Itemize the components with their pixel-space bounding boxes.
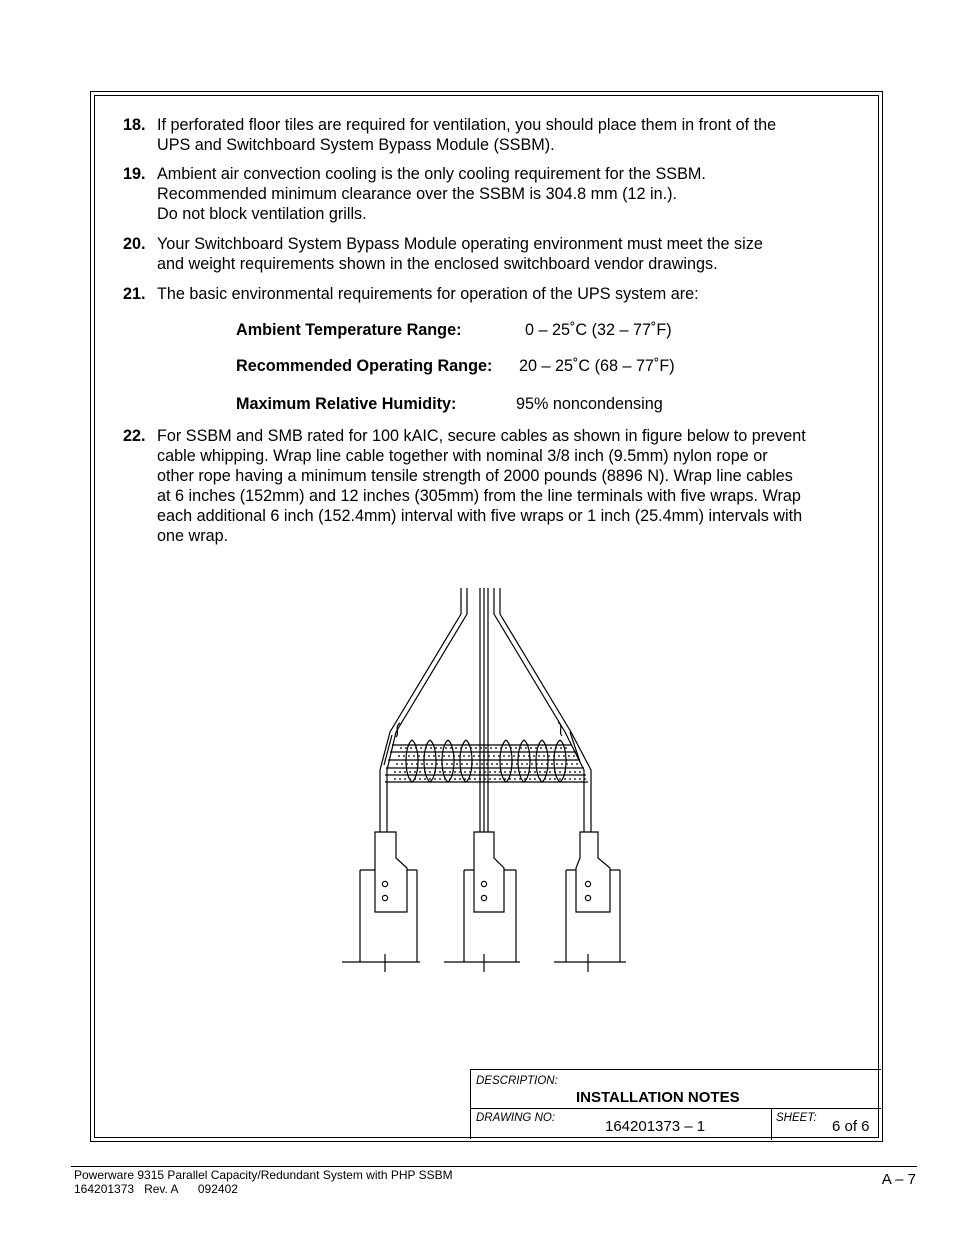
note-number: 19.: [123, 165, 146, 183]
sheet-value: 6 of 6: [832, 1118, 870, 1135]
note-text: If perforated floor tiles are required for ventilation, you should place them in front of the UPS and Switchboard System Bypass Module (SSBM).: [157, 116, 777, 154]
note-number: 20.: [123, 235, 146, 253]
left-terminal-lug: [342, 832, 420, 972]
title-block-divider: [471, 1108, 881, 1109]
note-text: Ambient air convection cooling is the only cooling requirement for the SSBM. Recommended minimum clearance over the SSBM is 304.8 mm (12 in.). Do not block ventilation grills.: [157, 165, 706, 223]
rope-wrap-bundle: [384, 722, 588, 782]
footer-revision: 164201373 Rev. A 092402: [74, 1182, 238, 1196]
requirement-value: 20 – 25˚C (68 – 77˚F): [519, 357, 675, 375]
note-20: [123, 234, 863, 274]
requirement-label: Ambient Temperature Range:: [236, 321, 462, 339]
title-block: [470, 1069, 881, 1139]
note-number: 22.: [123, 427, 146, 445]
footer-document-info: [74, 1168, 453, 1196]
footer-divider: [71, 1166, 917, 1167]
note-18: [123, 115, 863, 155]
note-number: 21.: [123, 285, 146, 303]
center-cable: [480, 588, 488, 832]
drawing-number-value: 164201373 – 1: [605, 1118, 706, 1135]
title-block-divider: [771, 1108, 772, 1140]
note-text: For SSBM and SMB rated for 100 kAIC, secure cables as shown in figure below to prevent cable whipping. Wrap line cable together with nominal 3/8 inch (9.5mm) nylon rope or other rope having a minimum tensile strength of 2000 pounds (8896 N). Wrap line cables at 6 inches (152mm) and 12 inches (305mm) from the line terminals with five wraps. Wrap each additional 6 inch (152.4mm) interval with five wraps or 1 inch (25.4mm) intervals with one wrap.: [157, 427, 806, 545]
note-text: The basic environmental requirements for operation of the UPS system are:: [157, 285, 699, 303]
right-terminal-lug: [554, 832, 626, 972]
note-19: [123, 164, 863, 224]
note-number: 18.: [123, 116, 146, 134]
center-terminal-lug: [444, 832, 520, 972]
note-22: [123, 426, 863, 546]
left-cable: [380, 588, 467, 832]
note-text: Your Switchboard System Bypass Module operating environment must meet the size and weight requirements shown in the enclosed switchboard vendor drawings.: [157, 235, 763, 273]
description-caption: DESCRIPTION:: [476, 1075, 558, 1087]
sheet-caption: SHEET:: [776, 1112, 817, 1124]
cable-wrapping-figure: [330, 580, 640, 980]
note-21: [123, 284, 863, 304]
requirement-value: 0 – 25˚C (32 – 77˚F): [525, 321, 672, 339]
drawing-number-caption: DRAWING NO:: [476, 1112, 556, 1124]
requirement-value: 95% noncondensing: [516, 395, 663, 413]
description-value: INSTALLATION NOTES: [576, 1089, 740, 1106]
footer-title: Powerware 9315 Parallel Capacity/Redundant System with PHP SSBM: [74, 1168, 453, 1182]
requirement-label: Recommended Operating Range:: [236, 357, 493, 375]
requirement-label: Maximum Relative Humidity:: [236, 395, 457, 413]
page-number: A – 7: [881, 1171, 916, 1188]
right-cable: [494, 588, 591, 832]
